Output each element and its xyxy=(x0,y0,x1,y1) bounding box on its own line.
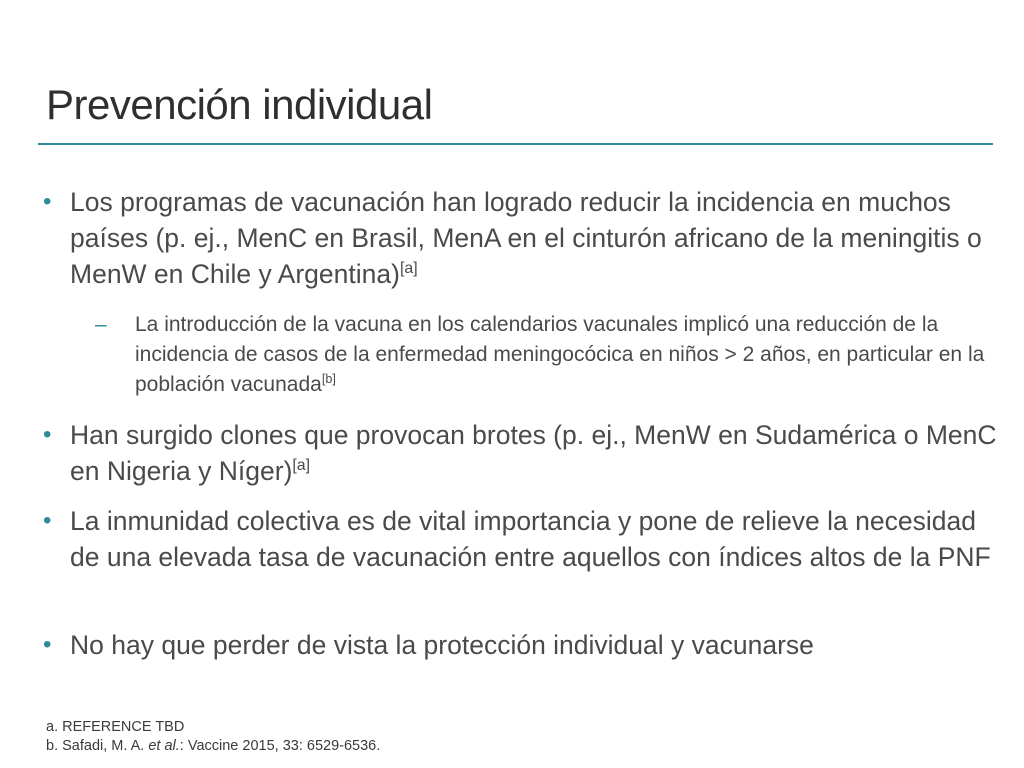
reference-b: b. Safadi, M. A. et al.: Vaccine 2015, 33: 6529-6536. xyxy=(46,738,381,754)
bullet-text: Los programas de vacunación han logrado reducir la incidencia en muchos países (p. ej., MenC en Brasil, MenA en el cinturón africano de la meningitis o MenW en Chile y Argentina)[a] xyxy=(70,187,982,289)
bullet-marker: • xyxy=(43,507,52,534)
citation: [a] xyxy=(399,260,418,278)
slide-title: Prevención individual xyxy=(46,81,433,128)
bullet-item xyxy=(43,184,1000,292)
bullet-text: La inmunidad colectiva es de vital importancia y pone de relieve la necesidad de una elevada tasa de vacunación entre aquellos con índices altos de la PNF xyxy=(70,506,991,572)
references xyxy=(46,718,380,756)
bullet-item xyxy=(43,417,1000,489)
citation: [a] xyxy=(292,457,311,475)
sub-bullet-item xyxy=(95,310,995,400)
bullet-marker: • xyxy=(43,631,52,658)
bullet-marker: • xyxy=(43,188,52,215)
sub-bullet-marker: – xyxy=(95,313,107,336)
bullet-text: No hay que perder de vista la protección individual y vacunarse xyxy=(70,630,814,660)
bullet-marker: • xyxy=(43,421,52,448)
bullet-text: Han surgido clones que provocan brotes (p. ej., MenW en Sudamérica o MenC en Nigeria y Níger)[a] xyxy=(70,420,997,486)
sub-bullet-text: La introducción de la vacuna en los calendarios vacunales implicó una reducción de la incidencia de casos de la enfermedad meningocócica en niños > 2 años, en particular en la población vacunada[b] xyxy=(135,313,985,396)
title-divider xyxy=(38,143,993,145)
bullet-item xyxy=(43,627,1000,663)
citation: [b] xyxy=(321,372,336,386)
reference-a: a. REFERENCE TBD xyxy=(46,719,185,735)
bullet-item xyxy=(43,503,1000,575)
